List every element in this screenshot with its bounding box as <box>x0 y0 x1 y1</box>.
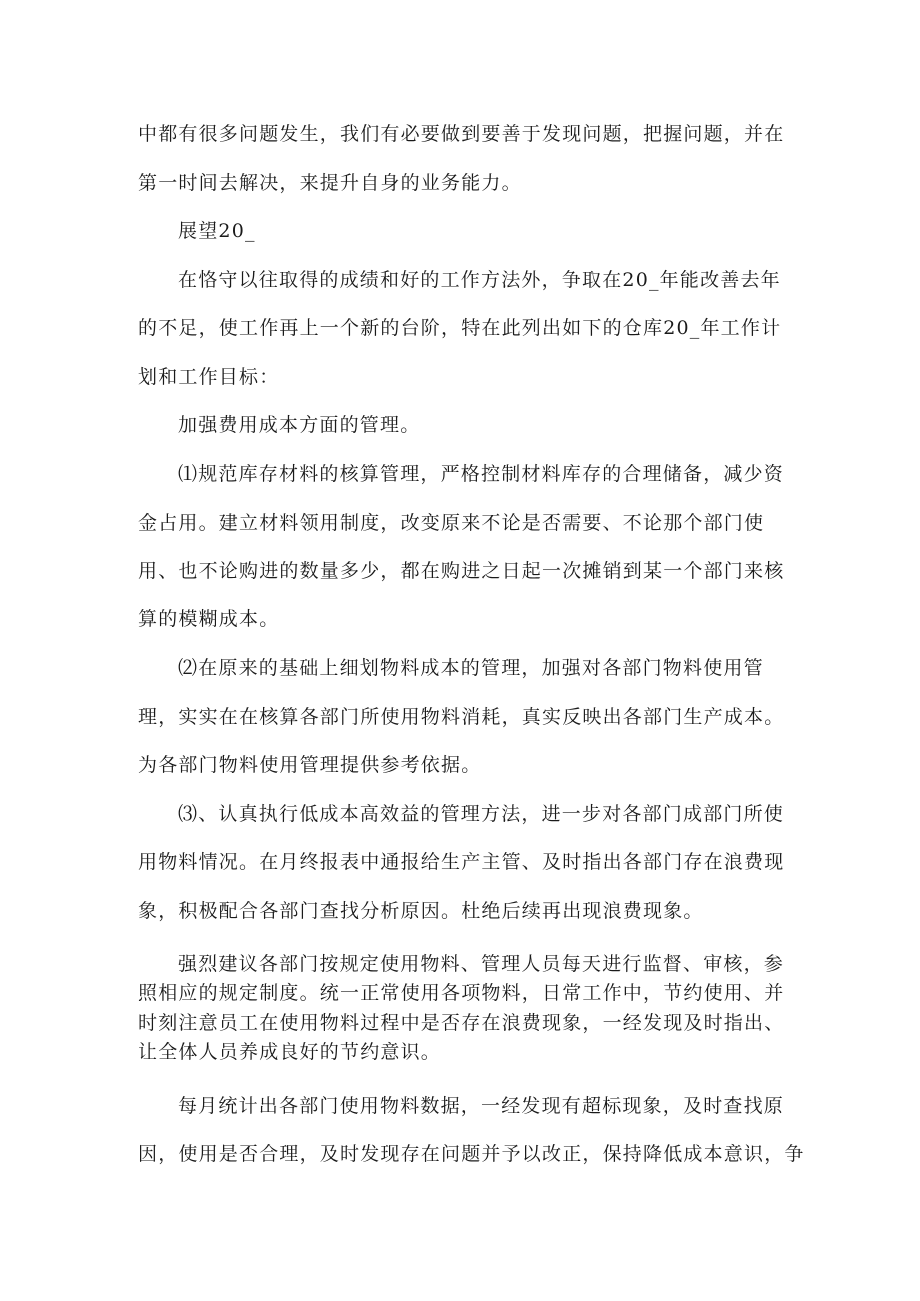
text-line: 因，使用是否合理，及时发现存在问题并予以改正，保持降低成本意识，争 <box>138 1143 805 1165</box>
text-line: 用物料情况。在月终报表中通报给生产主管、及时指出各部门存在浪费现 <box>138 851 785 873</box>
text-line: 时刻注意员工在使用物料过程中是否存在浪费现象，一经发现及时指出、 <box>138 1012 785 1034</box>
text-line: ⑶、认真执行低成本高效益的管理方法，进一步对各部门成部门所使 <box>178 803 785 825</box>
text-line: 划和工作目标： <box>138 366 280 388</box>
text-line: 强烈建议各部门按规定使用物料、管理人员每天进行监督、审核，参 <box>178 953 785 975</box>
text-line: 让全体人员养成良好的节约意识。 <box>138 1041 442 1063</box>
text-line: 第一时间去解决，来提升自身的业务能力。 <box>138 172 522 194</box>
text-line: 用、也不论购进的数量多少，都在购进之日起一次摊销到某一个部门来核 <box>138 560 785 582</box>
text-line: 金占用。建立材料领用制度，改变原来不论是否需要、不论那个部门使 <box>138 512 765 534</box>
text-line: 照相应的规定制度。统一正常使用各项物料，日常工作中，节约使用、并 <box>138 982 785 1004</box>
text-line: 中都有很多问题发生，我们有必要做到要善于发现问题，把握问题，并在 <box>138 123 785 145</box>
text-line: 算的模糊成本。 <box>138 608 280 630</box>
text-line: 每月统计出各部门使用物料数据，一经发现有超标现象，及时查找原 <box>178 1095 785 1117</box>
text-line: 在恪守以往取得的成绩和好的工作方法外，争取在20_年能改善去年 <box>178 269 781 291</box>
text-line: 为各部门物料使用管理提供参考依据。 <box>138 754 482 776</box>
text-line: ⑴规范库存材料的核算管理，严格控制材料库存的合理储备，减少资 <box>178 463 785 485</box>
text-line: 理，实实在在核算各部门所使用物料消耗，真实反映出各部门生产成本。 <box>138 706 785 728</box>
section-heading: 加强费用成本方面的管理。 <box>178 414 421 436</box>
section-heading: 展望20_ <box>178 220 256 242</box>
text-line: 象，积极配合各部门查找分析原因。杜绝后续再出现浪费现象。 <box>138 900 704 922</box>
text-line: 的不足，使工作再上一个新的台阶，特在此列出如下的仓库20_年工作计 <box>138 317 782 339</box>
text-line: ⑵在原来的基础上细划物料成本的管理，加强对各部门物料使用管 <box>178 657 764 679</box>
